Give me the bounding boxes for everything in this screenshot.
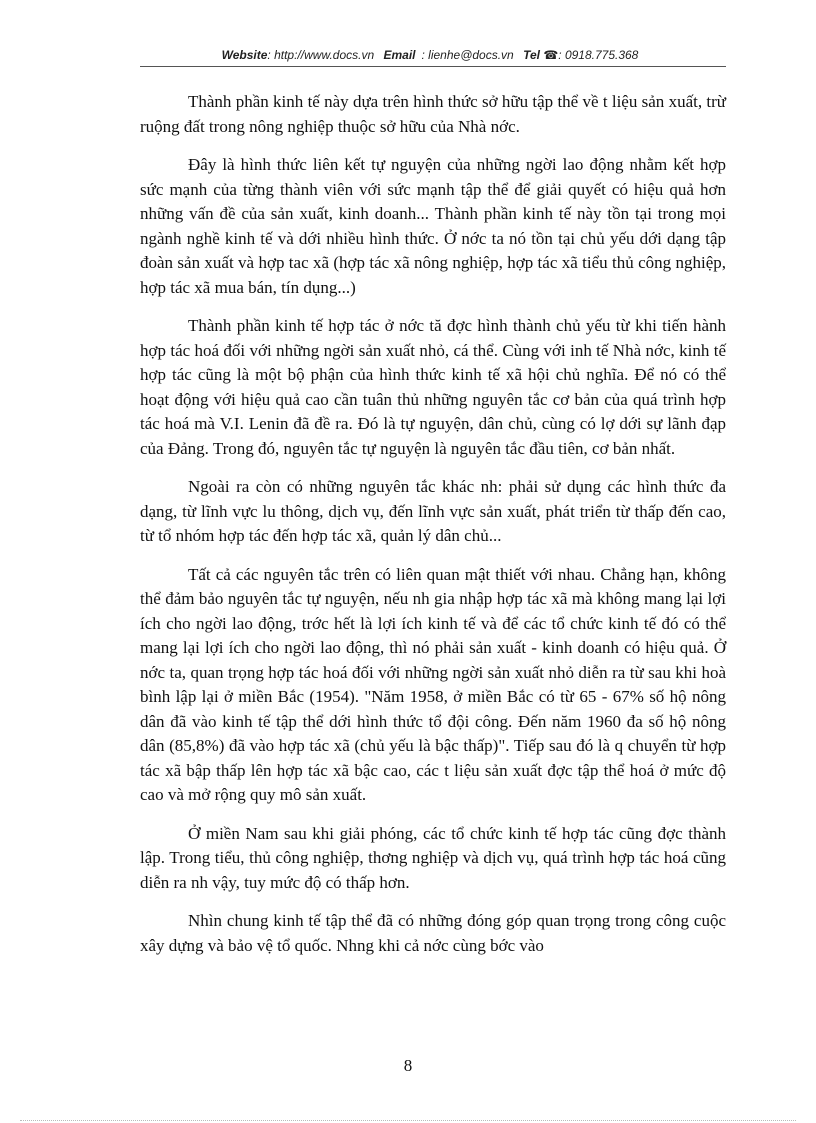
website-url: : http://www.docs.vn — [267, 48, 375, 62]
paragraph: Ngoài ra còn có những nguyên tắc khác nh: phải sử dụng các hình thức đa dạng, từ lĩnh vực lu thông, dịch vụ, đến lĩnh vực sản xuất, phát triển từ thấp đến cao, từ tổ nhóm hợp tác đến hợp tác xã, quản lý dân chủ... — [140, 477, 726, 545]
tel-label: Tel — [523, 48, 540, 62]
paragraph: Đây là hình thức liên kết tự nguyện của những ngời lao động nhằm kết hợp sức mạnh của từng thành viên với sức mạnh tập thể để giải quyết có hiệu quả hơn những vấn đề của sản xuất, kinh doanh... Thành phần kinh tế này tồn tại trong mọi ngành nghề kinh tế và dới nhiều hình thức. Ở nớc ta nó tồn tại chủ yếu dới dạng tập đoàn sản xuất và hợp tac xã (hợp tác xã nông nghiệp, hợp tác xã tiểu thủ công nghiệp, hợp tác xã mua bán, tín dụng...) — [140, 155, 726, 297]
page-footer-divider — [20, 1120, 796, 1121]
email-label: Email — [383, 48, 416, 62]
tel-number: : 0918.775.368 — [558, 48, 639, 62]
header-rule — [140, 66, 726, 67]
paragraph: Tất cả các nguyên tắc trên có liên quan mật thiết với nhau. Chẳng hạn, không thể đảm bảo nguyên tắc tự nguyện, nếu nh gia nhập hợp tác xã mà không mang lại lợi ích cho ngời lao động, trớc hết là lợi ích kinh tế và để các tổ chức kinh tế đó có thể mang lại lợi ích cho ngời lao động, thì nó phải sản xuất - kinh doanh có hiệu quả. Ở nớc ta, quan trọng hợp tác hoá đối với những ngời sản xuất nhỏ diễn ra từ sau khi hoà bình lập lại ở miền Bắc (1954). "Năm 1958, ở miền Bắc có từ 65 - 67% số hộ nông dân đã vào kinh tế tập thể dới hình thức tổ đội công. Đến năm 1960 đa số hộ nông dân (85,8%) đã vào hợp tác xã (chủ yếu là bậc thấp)". Tiếp sau đó là q chuyển từ hợp tác xã bập thấp lên hợp tác xã bậc cao, các t liệu sản xuất đợc tập thể hoá ở mức độ cao và mở rộng quy mô sản xuất. — [140, 564, 726, 804]
page-number: 8 — [403, 1056, 413, 1075]
paragraph: Nhìn chung kinh tế tập thể đã có những đóng góp quan trọng trong công cuộc xây dựng và bảo vệ tổ quốc. Nhng khi cả nớc cùng bớc vào — [140, 911, 726, 955]
page-header — [170, 48, 690, 62]
email-address: : lienhe@docs.vn — [421, 48, 514, 62]
paragraph: Ở miền Nam sau khi giải phóng, các tổ chức kinh tế hợp tác cũng đợc thành lập. Trong tiểu, thủ công nghiệp, thơng nghiệp và dịch vụ, quá trình hợp tác hoá cũng diễn ra nh vậy, tuy mức độ có thấp hơn. — [140, 823, 726, 892]
document-body — [140, 90, 726, 972]
paragraph: Thành phần kinh tế hợp tác ở nớc tă đợc hình thành chủ yếu từ khi tiến hành hợp tác hoá đối với những ngời sản xuất nhỏ, cá thể. Cùng với inh tế Nhà nớc, kinh tế hợp tác cũng là một bộ phận của hình thức kinh tế xã hội chủ nghĩa. Để nó có thể hoạt động với hiệu quả cao cần tuân thủ những nguyên tắc cơ bản của quá trình hợp tác hoá mà V.I. Lenin đã đề ra. Đó là tự nguyện, dân chủ, cùng có lợ dới sự lãnh đạp của Đảng. Trong đó, nguyên tắc tự nguyện là nguyên tắc đầu tiên, cơ bản nhất. — [140, 316, 726, 458]
paragraph: Thành phần kinh tế này dựa trên hình thức sở hữu tập thể về t liệu sản xuất, trừ ruộng đất trong nông nghiệp thuộc sở hữu của Nhà nớc. — [140, 92, 726, 136]
telephone-icon: ☎ — [543, 48, 559, 62]
website-label: Website — [221, 48, 268, 62]
